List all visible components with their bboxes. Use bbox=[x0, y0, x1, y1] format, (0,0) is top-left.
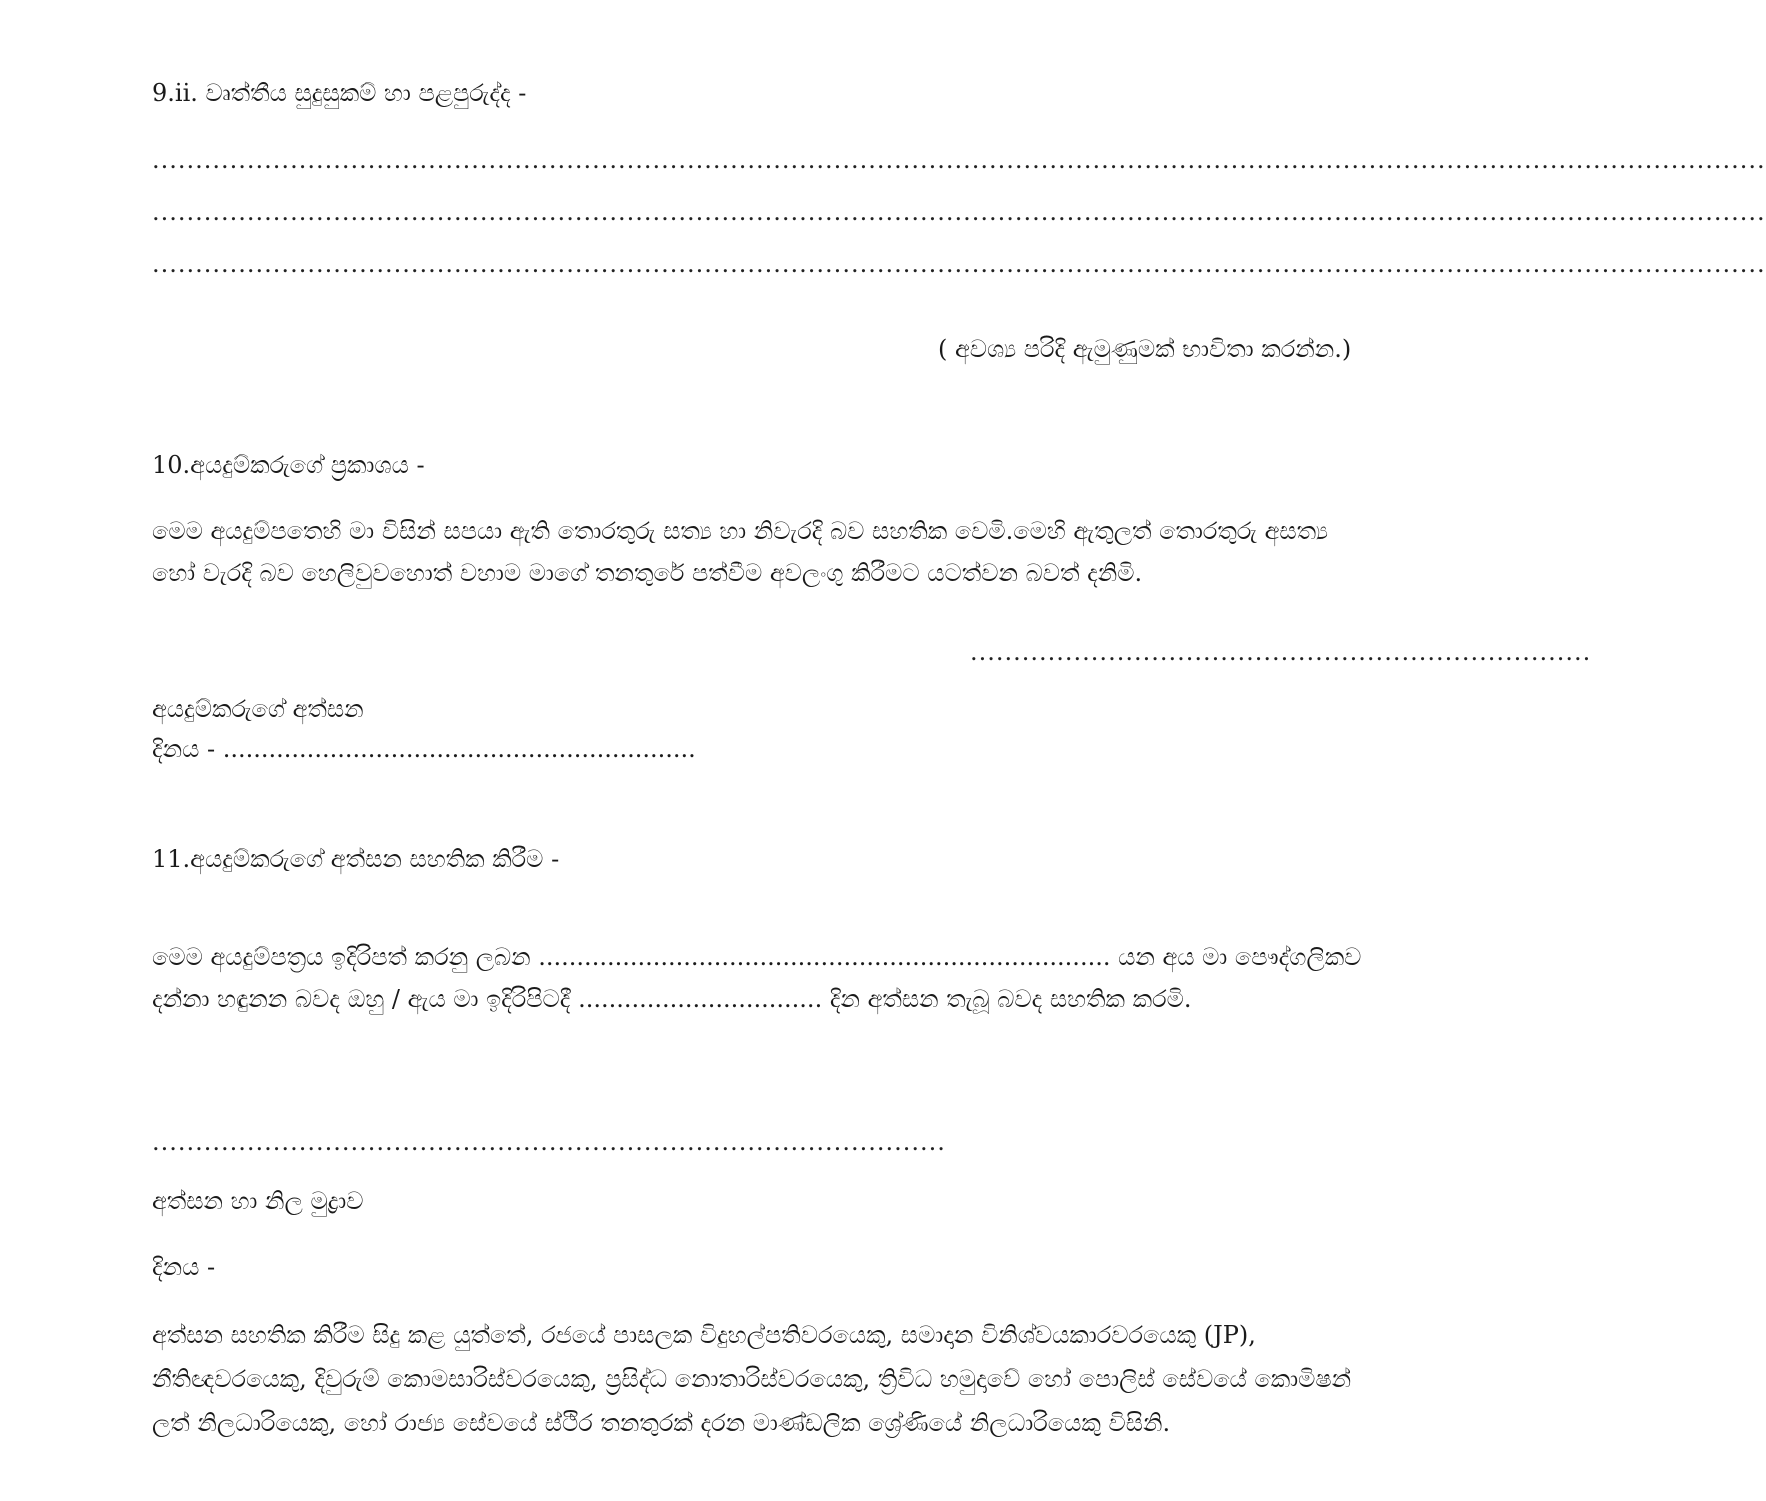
qualifications-line-2[interactable]: ........................................................................................................................................................................................... bbox=[152, 198, 1766, 226]
section-10-heading: 10.අයදුම්කරුගේ ප්‍රකාශය - bbox=[152, 451, 425, 479]
footer-line-3: ලත් නිලධාරියෙකු, හෝ රාජ්‍ය සේවයේ ස්ථිර තනතුරක් දරන මාණ්ඩලික ශ්‍රේණියේ නිලධාරියෙකු විසිනි. bbox=[152, 1409, 1171, 1437]
qualifications-line-3[interactable]: ........................................................................................................................................................................................... bbox=[152, 250, 1766, 278]
seal-label: අත්සන හා නිල මුද්‍රාව bbox=[152, 1187, 364, 1215]
applicant-date-field[interactable]: දිනය - .............................................................. bbox=[152, 735, 696, 763]
certification-line-1[interactable]: මෙම අයදුම්පත්‍රය ඉදිරිපත් කරනු ලබන ........................................................................... යන අය මා පෞද්ගලිකව bbox=[152, 943, 1362, 971]
qualifications-line-1[interactable]: ........................................................................................................................................................................................... bbox=[152, 146, 1766, 174]
attachment-note: ( අවශ්‍ය පරිදි ඇමුණුමක් භාවිතා කරන්න.) bbox=[938, 335, 1352, 363]
section-11-heading: 11.අයදුම්කරුගේ අත්සන සහතික කිරීම - bbox=[152, 845, 560, 873]
footer-line-1: අත්සන සහතික කිරීම සිදු කළ යුත්තේ, රජයේ පාසලක විදුහල්පතිවරයෙකු, සමාදාන විනිශ්වයකාරවරයෙකු (JP), bbox=[152, 1321, 1256, 1349]
applicant-signature-label: අයදුම්කරුගේ අත්සන bbox=[152, 695, 364, 723]
section-9ii-heading: 9.ii. වෘත්තීය සුදුසුකම් හා පළපුරුද්ද - bbox=[152, 79, 527, 107]
certifier-signature-line[interactable]: ............................................................................................ bbox=[152, 1128, 946, 1156]
applicant-signature-line[interactable]: ........................................................................ bbox=[970, 638, 1592, 666]
declaration-line-1: මෙම අයදුම්පතෙහි මා විසින් සපයා ඇති තොරතුරු සත්‍ය හා නිවැරදි බව සහතික වෙමි.මෙහි ඇතුලත් තොරතුරු අසත්‍ය bbox=[152, 517, 1329, 545]
certification-line-2[interactable]: දන්නා හඳුනන බවද ඔහු / ඇය මා ඉදිරිපිටදී ................................ දින අත්සන තැබූ බවද සහතික කරමි. bbox=[152, 985, 1192, 1013]
certifier-date-label: දිනය - bbox=[152, 1253, 216, 1281]
declaration-line-2: හෝ වැරදි බව හෙලිවුවහොත් වහාම මාගේ තනතුරේ පත්වීම අවලංගු කිරීමට යටත්වන බවත් දනිමි. bbox=[152, 559, 1143, 587]
footer-line-2: නීතිඥවරයෙකු, දිවුරුම් කොමසාරිස්වරයෙකු, ප්‍රසිද්ධ නොතාරිස්වරයෙකු, ත්‍රිවිධ හමුදාවේ හෝ පොලිස් සේවයේ කොමිෂන් bbox=[152, 1365, 1352, 1393]
